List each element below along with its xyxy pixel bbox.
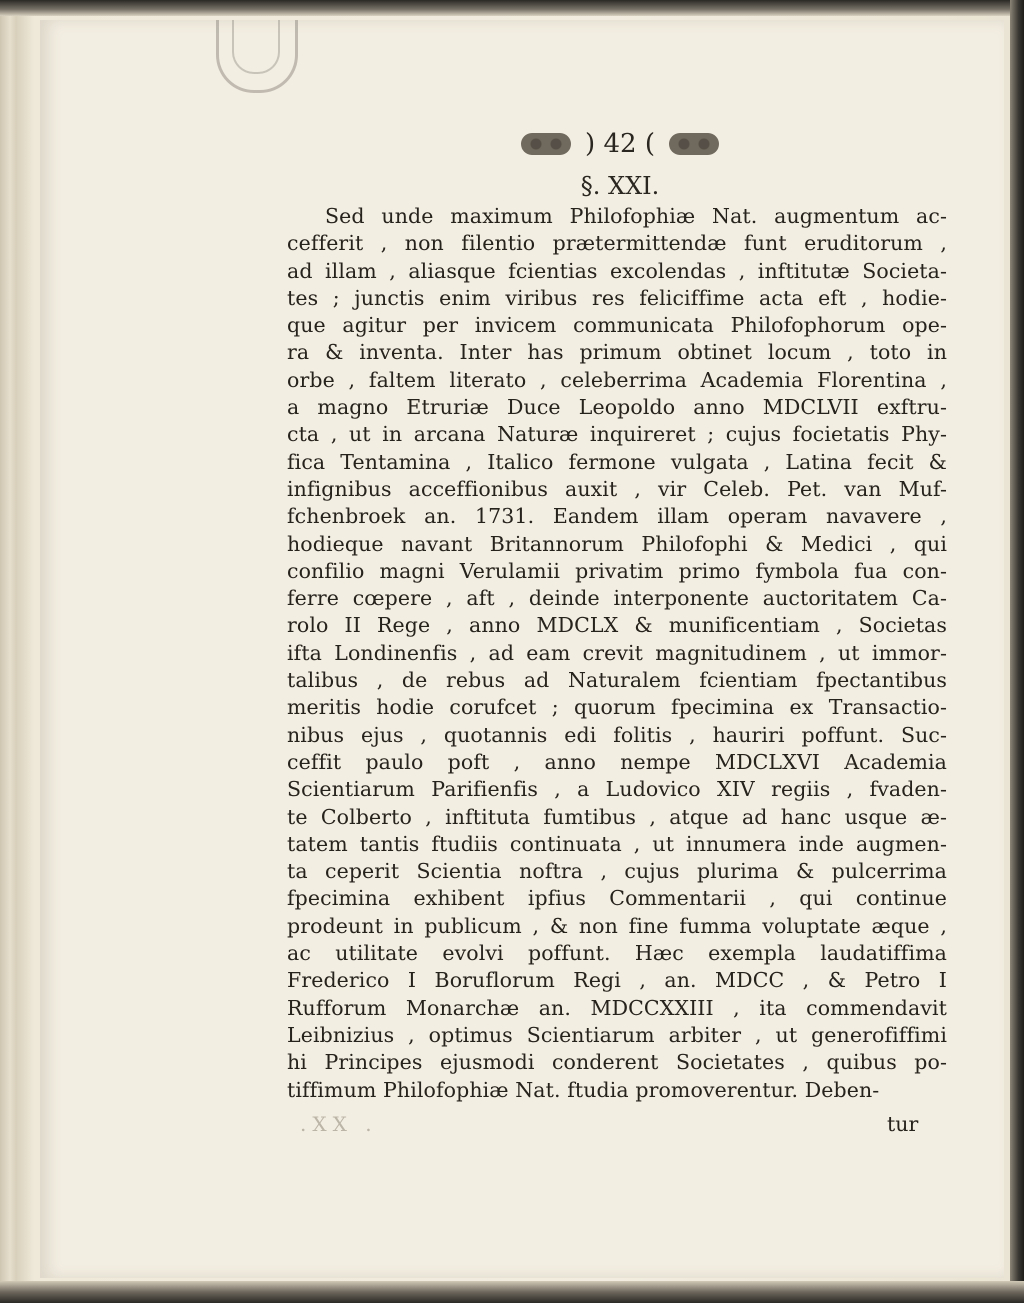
text-line: hodieque navant Britannorum Philofophi & Medici , qui: [287, 531, 947, 556]
text-line: cefferit , non filentio prætermittendæ funt eruditorum ,: [287, 231, 947, 256]
ornament-left-icon: [521, 133, 571, 155]
text-line: meritis hodie corufcet ; quorum fpecimina ex Transactio-: [287, 695, 947, 720]
text-line: Frederico I Boruflorum Regi , an. MDCC , & Petro I: [287, 968, 947, 993]
text-line: tiffimum Philofophiæ Nat. ftudia promoverentur. Deben-: [287, 1077, 880, 1102]
text-line: fpecimina exhibent ipfius Commentarii , qui continue: [287, 886, 947, 911]
page-top-edge: [0, 0, 1024, 16]
text-line: ferre cœpere , aft , deinde interponente auctoritatem Ca-: [287, 586, 947, 611]
paper-clip-inner: [232, 20, 280, 74]
running-head: [290, 124, 950, 164]
ornament-right-icon: [669, 133, 719, 155]
page-right-edge: [1010, 0, 1024, 1303]
text-line: rolo II Rege , anno MDCLX & munificentiam , Societas: [287, 613, 947, 638]
text-line: hi Principes ejusmodi conderent Societates , quibus po-: [287, 1050, 947, 1075]
text-line: nibus ejus , quotannis edi folitis , hauriri poffunt. Suc-: [287, 722, 947, 747]
text-line: ceffit paulo poft , anno nempe MDCLXVI Academia: [287, 749, 947, 774]
text-line: ad illam , aliasque fcientias excolendas , inftitutæ Societa-: [287, 258, 947, 283]
text-line: que agitur per invicem communicata Philofophorum ope-: [287, 313, 947, 338]
text-line: ac utilitate evolvi poffunt. Hæc exempla laudatiffima: [287, 941, 947, 966]
text-line: a magno Etruriæ Duce Leopoldo anno MDCLVII exftru-: [287, 395, 947, 420]
text-line: ifta Londinenfis , ad eam crevit magnitudinem , ut immor-: [287, 640, 947, 665]
page-bottom-edge: [0, 1281, 1024, 1303]
text-line: te Colberto , inftituta fumtibus , atque ad hanc usque æ-: [287, 804, 947, 829]
text-line: orbe , faltem literato , celeberrima Academia Florentina ,: [287, 367, 947, 392]
text-line: talibus , de rebus ad Naturalem fcientiam fpectantibus: [287, 668, 947, 693]
text-line: ta ceperit Scientia noftra , cujus plurima & pulcerrima: [287, 859, 947, 884]
text-line: tes ; junctis enim viribus res feliciffime acta eft , hodie-: [287, 285, 947, 310]
page-number: 42: [603, 129, 637, 159]
text-line: Rufforum Monarchæ an. MDCCXXIII , ita commendavit: [287, 995, 947, 1020]
text-line: ra & inventa. Inter has primum obtinet locum , toto in: [287, 340, 947, 365]
catchword: tur: [887, 1112, 919, 1136]
text-line: prodeunt in publicum , & non fine fumma voluptate æque ,: [287, 913, 947, 938]
text-line: tatem tantis ftudiis continuata , ut innumera inde augmen-: [287, 831, 947, 856]
section-heading: §. XXI.: [580, 172, 660, 200]
bleed-through-marks: .ⅩⅩ .: [300, 1112, 378, 1136]
body-text: [287, 203, 947, 1104]
text-line: Sed unde maximum Philofophiæ Nat. augmentum ac-: [325, 204, 947, 228]
text-line: Leibnizius , optimus Scientiarum arbiter , ut generofiffimi: [287, 1022, 947, 1047]
text-line: confilio magni Verulamii privatim primo fymbola fua con-: [287, 558, 947, 583]
text-line: cta , ut in arcana Naturæ inquireret ; cujus focietatis Phy-: [287, 422, 947, 447]
text-line: fchenbroek an. 1731. Eandem illam operam navavere ,: [287, 504, 947, 529]
text-line: Scientiarum Parifienfis , a Ludovico XIV regiis , fvaden-: [287, 777, 947, 802]
bracket-right: (: [644, 129, 655, 159]
text-line: infignibus acceffionibus auxit , vir Celeb. Pet. van Muf-: [287, 476, 947, 501]
bracket-left: ): [585, 129, 596, 159]
text-line: fica Tentamina , Italico fermone vulgata , Latina fecit &: [287, 449, 947, 474]
